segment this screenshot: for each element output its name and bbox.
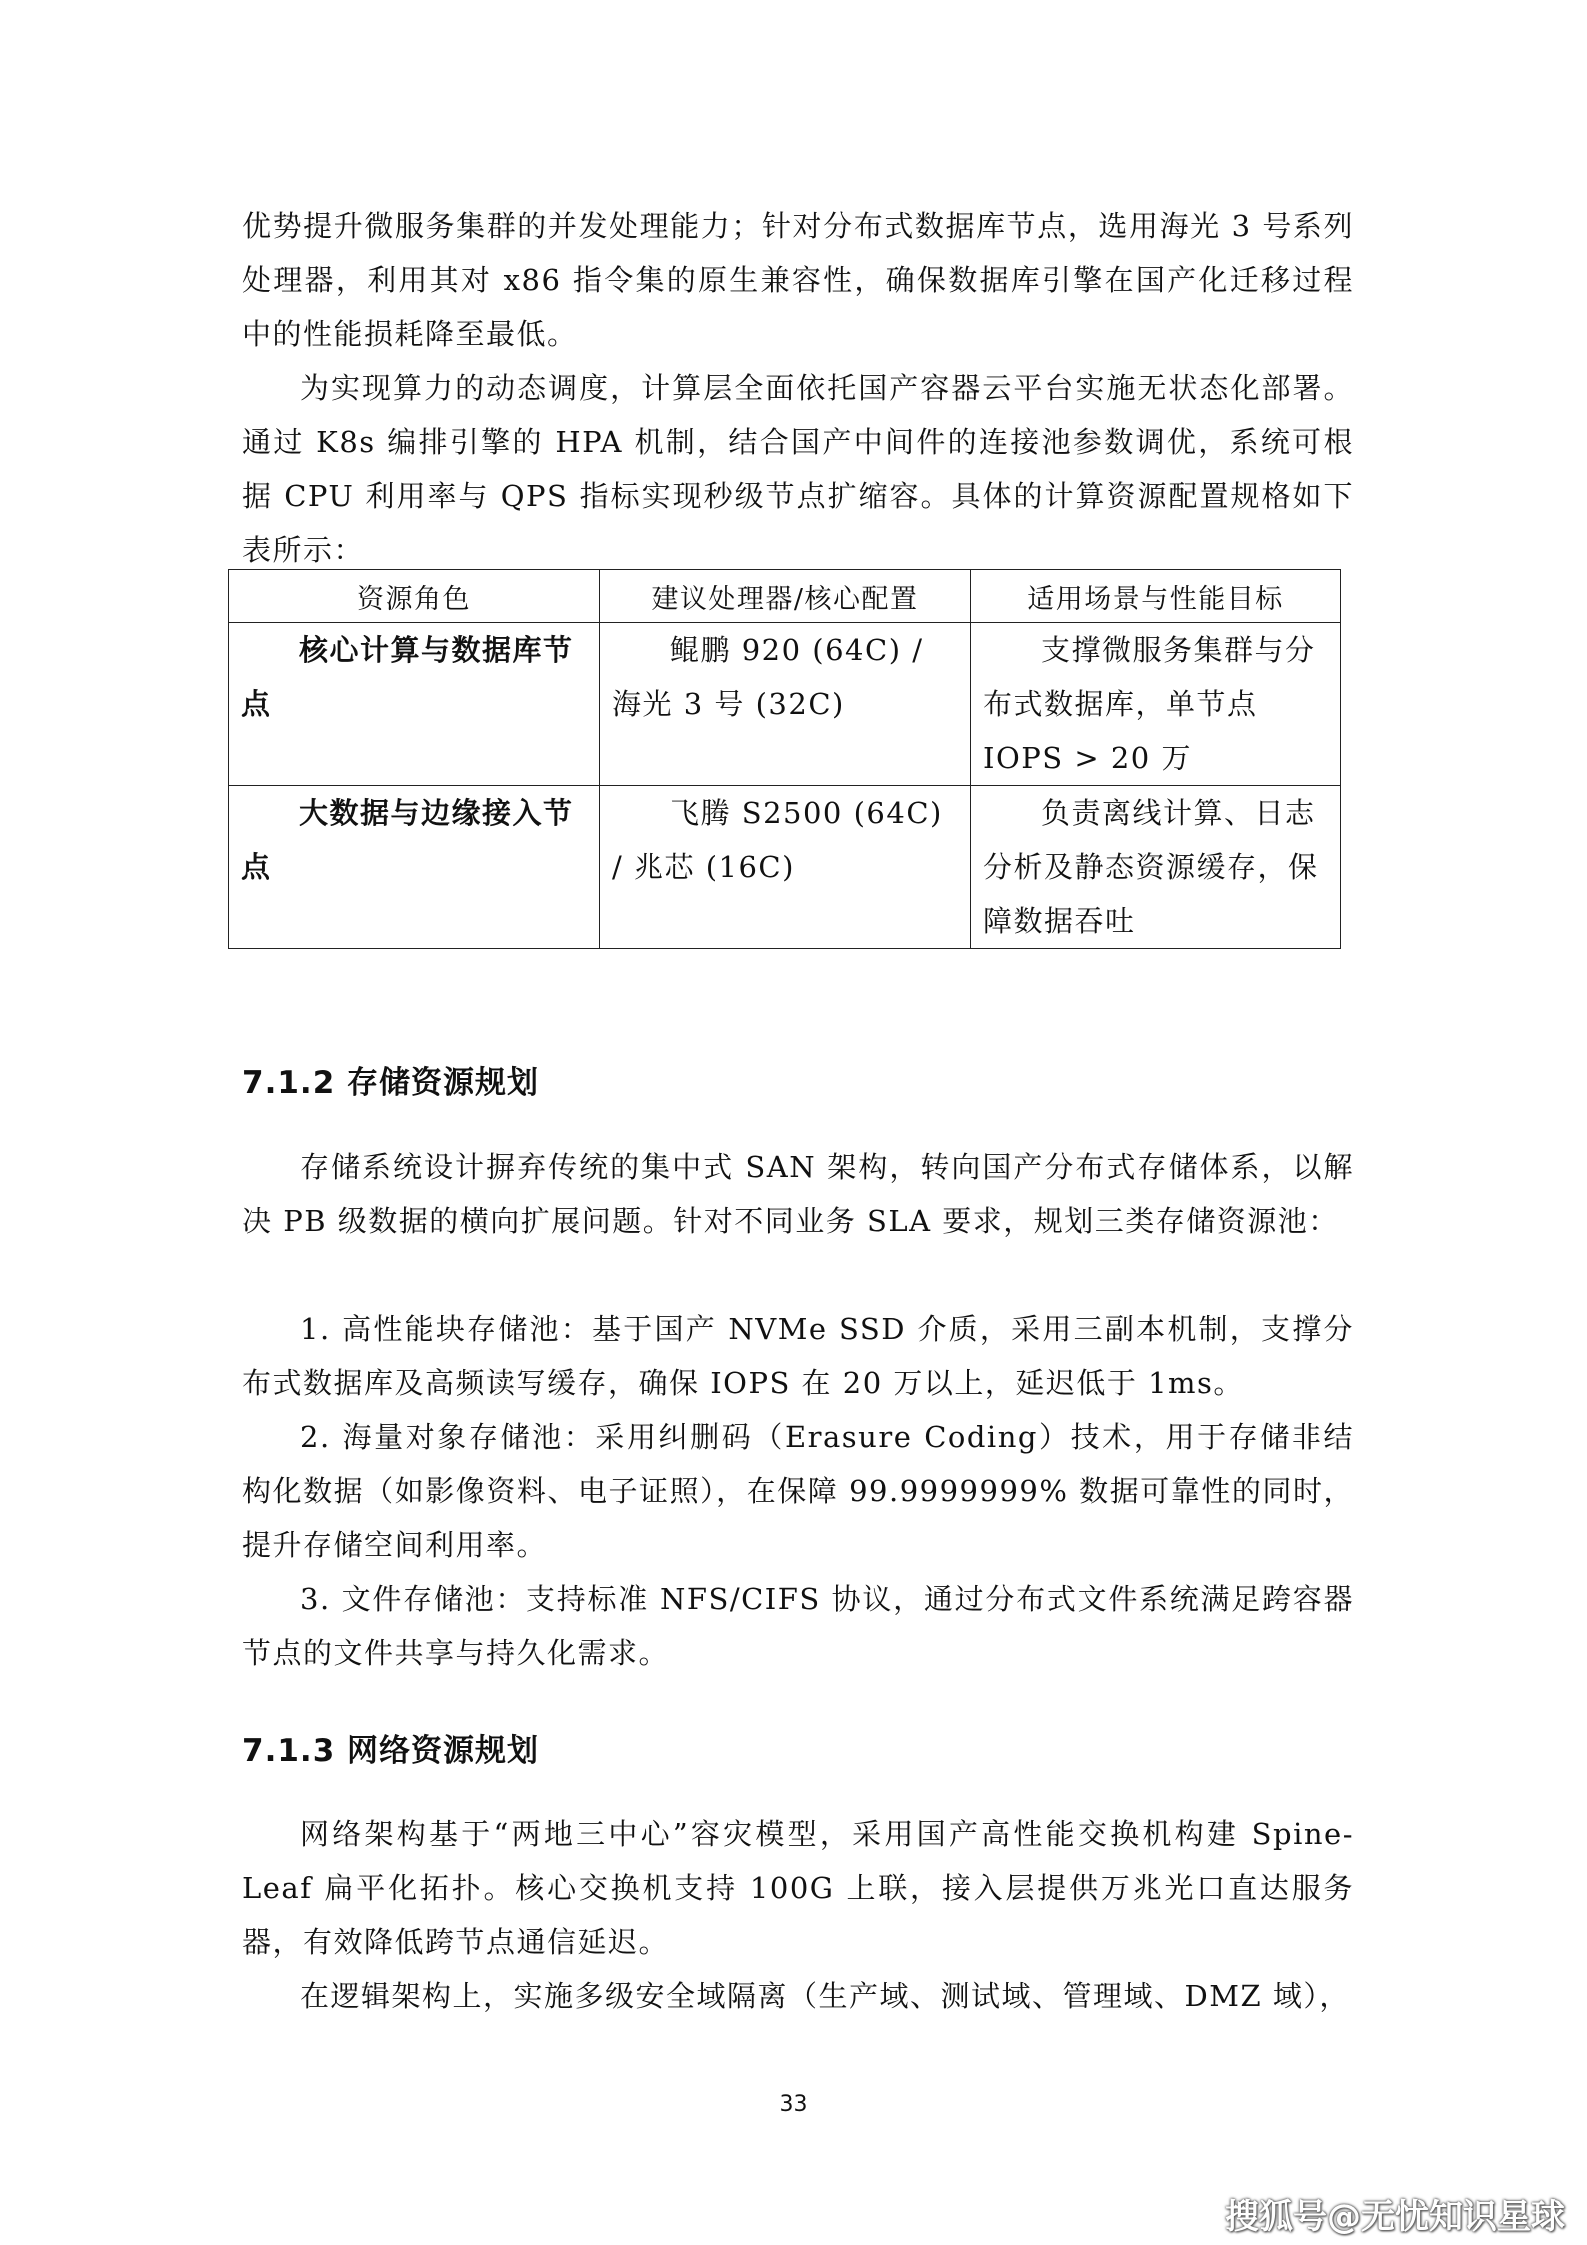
table-cell-scenario: 负责离线计算、日志分析及静态资源缓存，保障数据吞吐 (971, 786, 1341, 949)
list-item-object-storage: 2. 海量对象存储池：采用纠删码（Erasure Coding）技术，用于存储非结构化数据（如影像资料、电子证照），在保障 99.9999999% 数据可靠性的同时，提升存储空间利用率。 (242, 1420, 1354, 1562)
paragraph-processor-selection: 优势提升微服务集群的并发处理能力；针对分布式数据库节点，选用海光 3 号系列处理器，利用其对 x86 指令集的原生兼容性，确保数据库引擎在国产化迁移过程中的性能损耗降至最低。 (242, 209, 1354, 351)
table-header-row (229, 570, 1341, 623)
list-item-block-storage: 1. 高性能块存储池：基于国产 NVMe SSD 介质，采用三副本机制，支撑分布式数据库及高频读写缓存，确保 IOPS 在 20 万以上，延迟低于 1ms。 (242, 1312, 1354, 1400)
table-header-cpu: 建议处理器/核心配置 (600, 570, 971, 623)
section-heading-storage: 7.1.2 存储资源规划 (242, 1065, 540, 1101)
table-cell-cpu: 飞腾 S2500 (64C) / 兆芯 (16C) (600, 786, 971, 949)
table-row (229, 786, 1341, 949)
table-row (229, 623, 1341, 786)
page-number: 33 (779, 2092, 808, 2117)
section-heading-network: 7.1.3 网络资源规划 (242, 1733, 540, 1769)
table-header-role: 资源角色 (229, 570, 600, 623)
watermark: 搜狐号@无忧知识星球 (1225, 2197, 1565, 2237)
paragraph-security-domains: 在逻辑架构上，实施多级安全域隔离（生产域、测试域、管理域、DMZ 域）， (300, 1979, 1350, 2013)
paragraph-storage-intro: 存储系统设计摒弃传统的集中式 SAN 架构，转向国产分布式存储体系，以解决 PB 级数据的横向扩展问题。针对不同业务 SLA 要求，规划三类存储资源池： (242, 1150, 1354, 1238)
compute-spec-table (228, 569, 1341, 949)
paragraph-compute-scheduling: 为实现算力的动态调度，计算层全面依托国产容器云平台实施无状态化部署。通过 K8s 编排引擎的 HPA 机制，结合国产中间件的连接池参数调优，系统可根据 CPU 利用率与 QPS 指标实现秒级节点扩缩容。具体的计算资源配置规格如下表所示： (242, 371, 1354, 567)
table-cell-role: 大数据与边缘接入节点 (229, 786, 600, 949)
list-item-file-storage: 3. 文件存储池：支持标准 NFS/CIFS 协议，通过分布式文件系统满足跨容器节点的文件共享与持久化需求。 (242, 1582, 1354, 1670)
table-header-scenario: 适用场景与性能目标 (971, 570, 1341, 623)
paragraph-network-topology: 网络架构基于“两地三中心”容灾模型，采用国产高性能交换机构建 Spine-Leaf 扁平化拓扑。核心交换机支持 100G 上联，接入层提供万兆光口直达服务器，有效降低跨节点通信延迟。 (242, 1817, 1354, 1959)
table-cell-role: 核心计算与数据库节点 (229, 623, 600, 786)
table-cell-scenario: 支撑微服务集群与分布式数据库，单节点 IOPS > 20 万 (971, 623, 1341, 786)
table-cell-cpu: 鲲鹏 920 (64C) / 海光 3 号 (32C) (600, 623, 971, 786)
